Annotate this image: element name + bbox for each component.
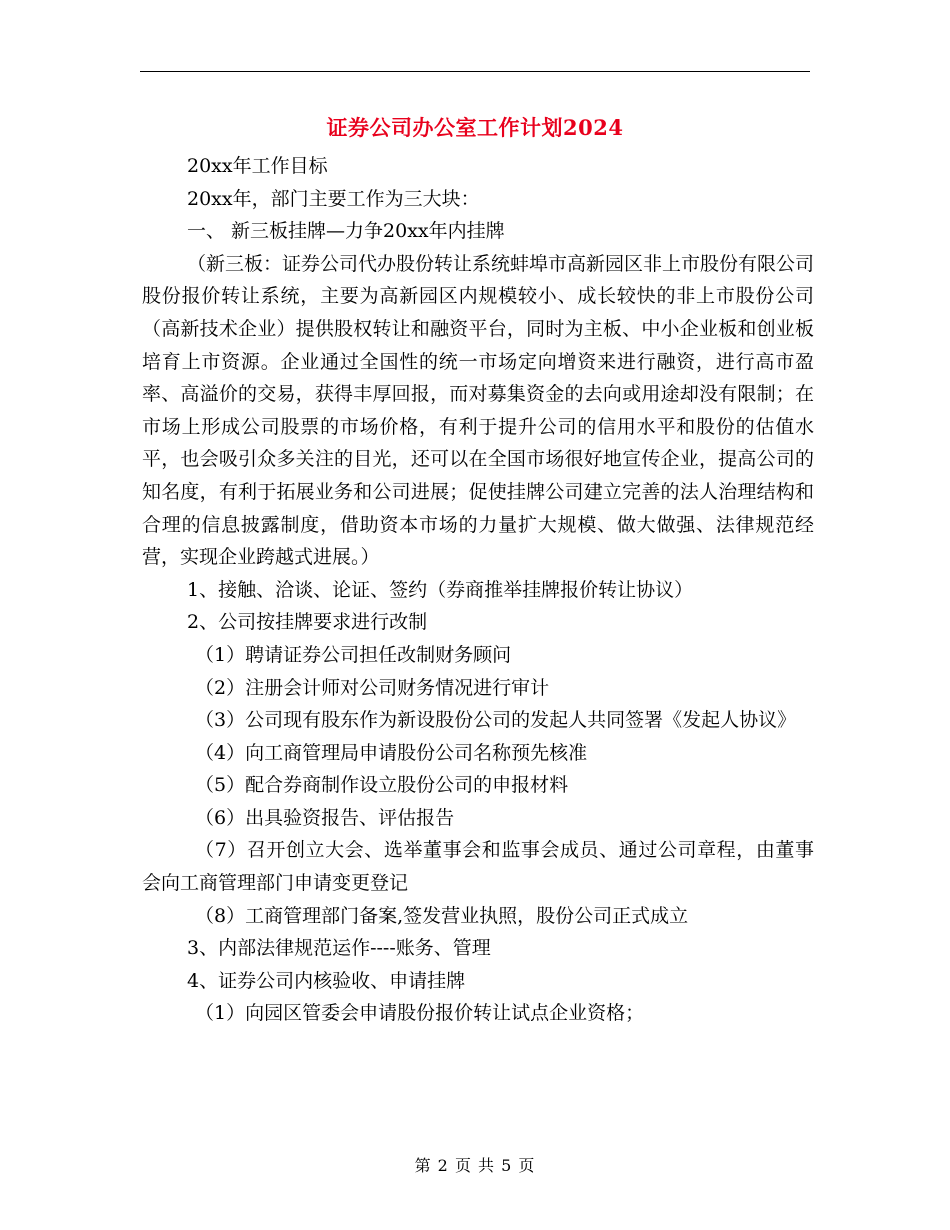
paragraph-step-3: 3、内部法律规范运作----账务、管理 bbox=[187, 937, 491, 960]
document-body bbox=[142, 150, 814, 1030]
paragraph-step-2: 2、公司按挂牌要求进行改制 bbox=[187, 611, 428, 634]
document-title: 证券公司办公室工作计划2024 bbox=[326, 115, 624, 140]
paragraph-substep-3: （3）公司现有股东作为新设股份公司的发起人共同签署《发起人协议》 bbox=[195, 709, 797, 732]
paragraph-substep-7: （7）召开创立大会、选举董事会和监事会成员、通过公司章程，由董事会向工商管理部门申请变更登记 bbox=[142, 839, 814, 895]
paragraph-substep-5: （5）配合券商制作设立股份公司的申报材料 bbox=[195, 774, 569, 797]
paragraph-new-third-board-explanation: （新三板：证券公司代办股份转让系统蚌埠市高新园区非上市股份有限公司股份报价转让系统，主要为高新园区内规模较小、成长较快的非上市股份公司（高新技术企业）提供股权转让和融资平台，同时为主板、中小企业板和创业板培育上市资源。企业通过全国性的统一市场定向增资来进行融资，进行高市盈率、高溢价的交易，获得丰厚回报，而对募集资金的去向或用途却没有限制；在市场上形成公司股票的市场价格，有利于提升公司的信用水平和股份的估值水平，也会吸引众多关注的目光，还可以在全国市场很好地宣传企业，提高公司的知名度，有利于拓展业务和公司进展；促使挂牌公司建立完善的法人治理结构和合理的信息披露制度，借助资本市场的力量扩大规模、做大做强、法律规范经营，实现企业跨越式进展。） bbox=[142, 252, 815, 569]
paragraph-step-4: 4、证券公司内核验收、申请挂牌 bbox=[187, 969, 466, 992]
paragraph-goal-heading: 20xx年工作目标 bbox=[187, 155, 328, 177]
paragraph-substep-8: （8）工商管理部门备案,签发营业执照，股份公司正式成立 bbox=[195, 904, 689, 927]
paragraph-substep-6: （6）出具验资报告、评估报告 bbox=[195, 806, 455, 829]
paragraph-section-one: 一、 新三板挂牌—力争20xx年内挂牌 bbox=[187, 220, 505, 243]
paragraph-substep-2: （2）注册会计师对公司财务情况进行审计 bbox=[195, 676, 550, 699]
paragraph-main-work: 20xx年，部门主要工作为三大块： bbox=[187, 187, 480, 210]
paragraph-step-4-substep-1: （1）向园区管委会申请股份报价转让试点企业资格； bbox=[195, 1002, 645, 1025]
paragraph-step-1: 1、接触、洽谈、论证、签约（券商推举挂牌报价转让协议） bbox=[187, 578, 694, 601]
header-rule bbox=[140, 71, 810, 72]
paragraph-substep-1: （1）聘请证券公司担任改制财务顾问 bbox=[195, 643, 512, 666]
paragraph-substep-4: （4）向工商管理局申请股份公司名称预先核准 bbox=[195, 741, 588, 764]
page-footer: 第 2 页 共 5 页 bbox=[414, 1156, 536, 1175]
